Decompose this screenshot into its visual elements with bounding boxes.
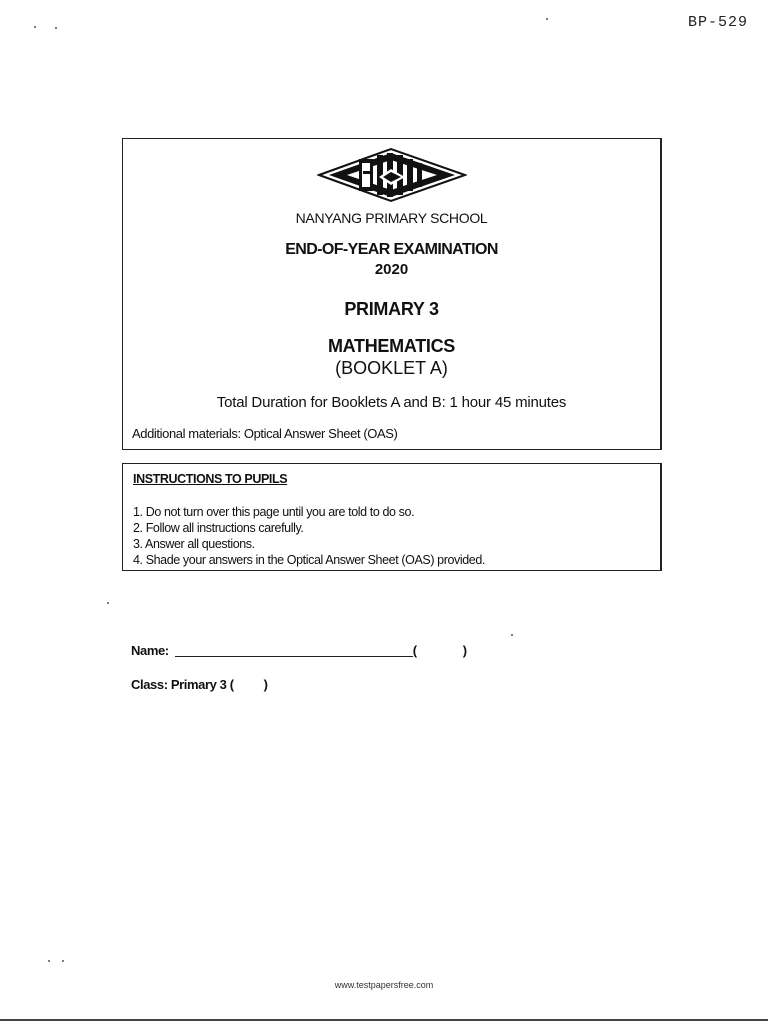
exam-title: END-OF-YEAR EXAMINATION [285,241,498,258]
scan-speck [55,27,57,29]
scan-speck [48,960,50,962]
scan-speck [546,18,548,20]
instruction-item: 3. Answer all questions. [133,537,255,551]
instruction-item: 1. Do not turn over this page until you are told to do so. [133,505,415,519]
register-open-paren: ( [412,643,417,658]
name-field-row [131,643,467,658]
instruction-item: 2. Follow all instructions carefully. [133,521,304,535]
class-label: Class: Primary 3 ( [131,677,234,692]
name-input-line[interactable] [175,644,413,657]
instructions-box [122,463,662,571]
school-name: NANYANG PRIMARY SCHOOL [295,210,488,226]
instructions-title: INSTRUCTIONS TO PUPILS [133,472,288,486]
scan-speck [62,960,64,962]
exam-duration: Total Duration for Booklets A and B: 1 hour 45 minutes [216,394,567,411]
name-label: Name: [131,643,169,658]
footer-url: www.testpapersfree.com [334,980,434,990]
booklet-label: (BOOKLET A) [335,358,448,378]
exam-year: 2020 [374,261,409,278]
class-field-row [131,677,268,692]
logo-wrap [123,147,660,203]
instruction-item: 4. Shade your answers in the Optical Answer Sheet (OAS) provided. [133,553,485,567]
scan-speck [107,602,109,604]
scan-speck [511,634,513,636]
exam-subject: MATHEMATICS [327,336,455,356]
class-close-paren: ) [263,677,268,692]
instructions-list [133,504,485,568]
additional-materials: Additional materials: Optical Answer Sheet (OAS) [132,426,398,441]
exam-level: PRIMARY 3 [344,299,439,319]
bottom-scan-edge [0,1019,768,1021]
page-code: BP-529 [687,14,748,31]
register-close-paren: ) [462,643,467,658]
school-crest-icon [317,147,467,203]
exam-header-box [122,138,662,450]
scan-speck [34,26,36,28]
